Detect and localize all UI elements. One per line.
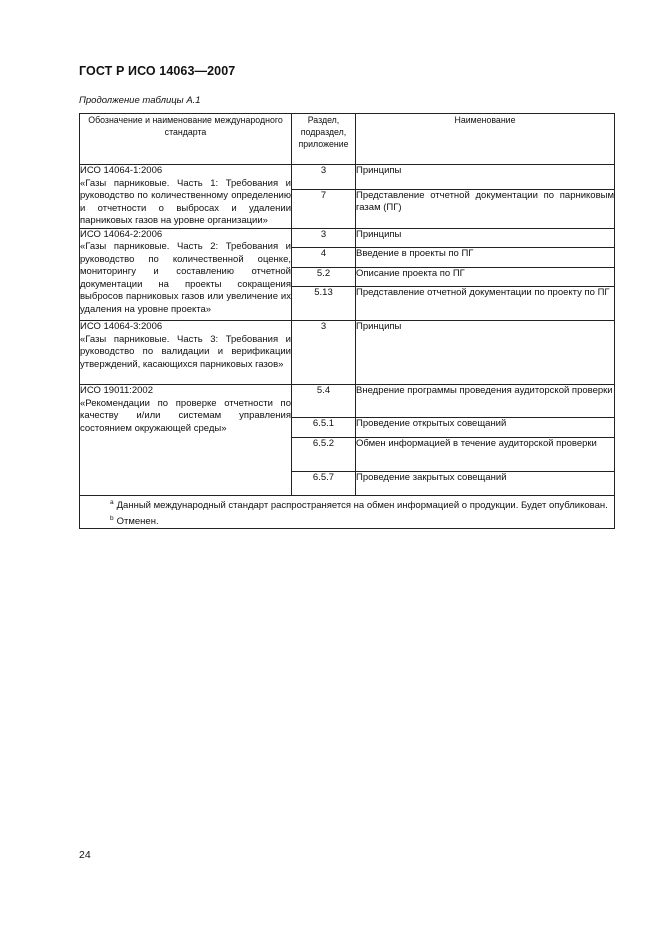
footnote-text: Данный международный стандарт распространяется на обмен информацией о продукции. Будет опубликован.	[116, 499, 608, 511]
name-cell: Описание проекта по ПГ	[356, 267, 615, 287]
table-notes	[80, 495, 615, 528]
name-cell: Введение в проекты по ПГ	[356, 248, 615, 268]
section-cell: 3	[292, 321, 356, 385]
name-cell: Представление отчетной документации по проекту по ПГ	[356, 287, 615, 321]
table-row	[80, 321, 615, 385]
table-row	[80, 385, 615, 418]
name-cell: Внедрение программы проведения аудиторской проверки	[356, 385, 615, 418]
table-notes-row	[80, 495, 615, 528]
column-header-name: Наименование	[356, 114, 615, 165]
section-cell: 3	[292, 165, 356, 190]
standard-designation-cell	[80, 228, 292, 321]
table-header-row	[80, 114, 615, 165]
standard-designation-cell	[80, 165, 292, 229]
table-row	[80, 165, 615, 190]
footnote-mark: a	[110, 498, 114, 506]
name-cell: Представление отчетной документации по парниковым газам (ПГ)	[356, 189, 615, 228]
section-cell: 4	[292, 248, 356, 268]
column-header-section: Раздел, подраздел, приложение	[292, 114, 356, 165]
name-cell: Принципы	[356, 228, 615, 248]
standard-title: «Рекомендации по проверке отчетности по качеству и/или системам управления состоянием окружающей среды»	[80, 397, 291, 434]
section-cell: 5.2	[292, 267, 356, 287]
name-cell: Принципы	[356, 321, 615, 385]
name-cell: Проведение открытых совещаний	[356, 418, 615, 438]
standard-designation-cell	[80, 385, 292, 496]
standard-title: «Газы парниковые. Часть 2: Требования и руководство по количественной оценке, мониторингу и составлению отчетной документации на проекты сокращения выбросов парниковых газов или увеличение их удаления на уровне проекта»	[80, 241, 291, 315]
column-header-designation: Обозначение и наименование международного стандарта	[80, 114, 292, 165]
page-number: 24	[79, 849, 91, 861]
section-cell: 6.5.1	[292, 418, 356, 438]
name-cell: Принципы	[356, 165, 615, 190]
section-cell: 5.4	[292, 385, 356, 418]
standard-designation-cell	[80, 321, 292, 385]
section-cell: 5.13	[292, 287, 356, 321]
table-row	[80, 228, 615, 248]
section-cell: 7	[292, 189, 356, 228]
document-title: ГОСТ Р ИСО 14063—2007	[79, 64, 236, 78]
standard-code: ИСО 14064-3:2006	[80, 321, 163, 332]
table-continuation-caption: Продолжение таблицы А.1	[79, 95, 201, 106]
footnote	[80, 512, 614, 528]
footnote-mark: b	[110, 514, 114, 522]
standard-code: ИСО 14064-1:2006	[80, 165, 163, 176]
section-cell: 6.5.2	[292, 437, 356, 471]
name-cell: Проведение закрытых совещаний	[356, 471, 615, 495]
section-cell: 6.5.7	[292, 471, 356, 495]
name-cell: Обмен информацией в течение аудиторской проверки	[356, 437, 615, 471]
standard-title: «Газы парниковые. Часть 1: Требования и руководство по количественному определению и отчетности о выбросах и удалении парниковых газов на уровне организации»	[80, 177, 291, 226]
standard-code: ИСО 19011:2002	[80, 385, 153, 396]
standard-title: «Газы парниковые. Часть 3: Требования и руководство по валидации и верификации утверждений, касающихся парниковых газов»	[80, 333, 291, 370]
standard-code: ИСО 14064-2:2006	[80, 228, 163, 240]
standards-table	[79, 113, 615, 529]
footnote	[80, 496, 614, 512]
footnote-text: Отменен.	[116, 515, 159, 527]
section-cell: 3	[292, 228, 356, 248]
